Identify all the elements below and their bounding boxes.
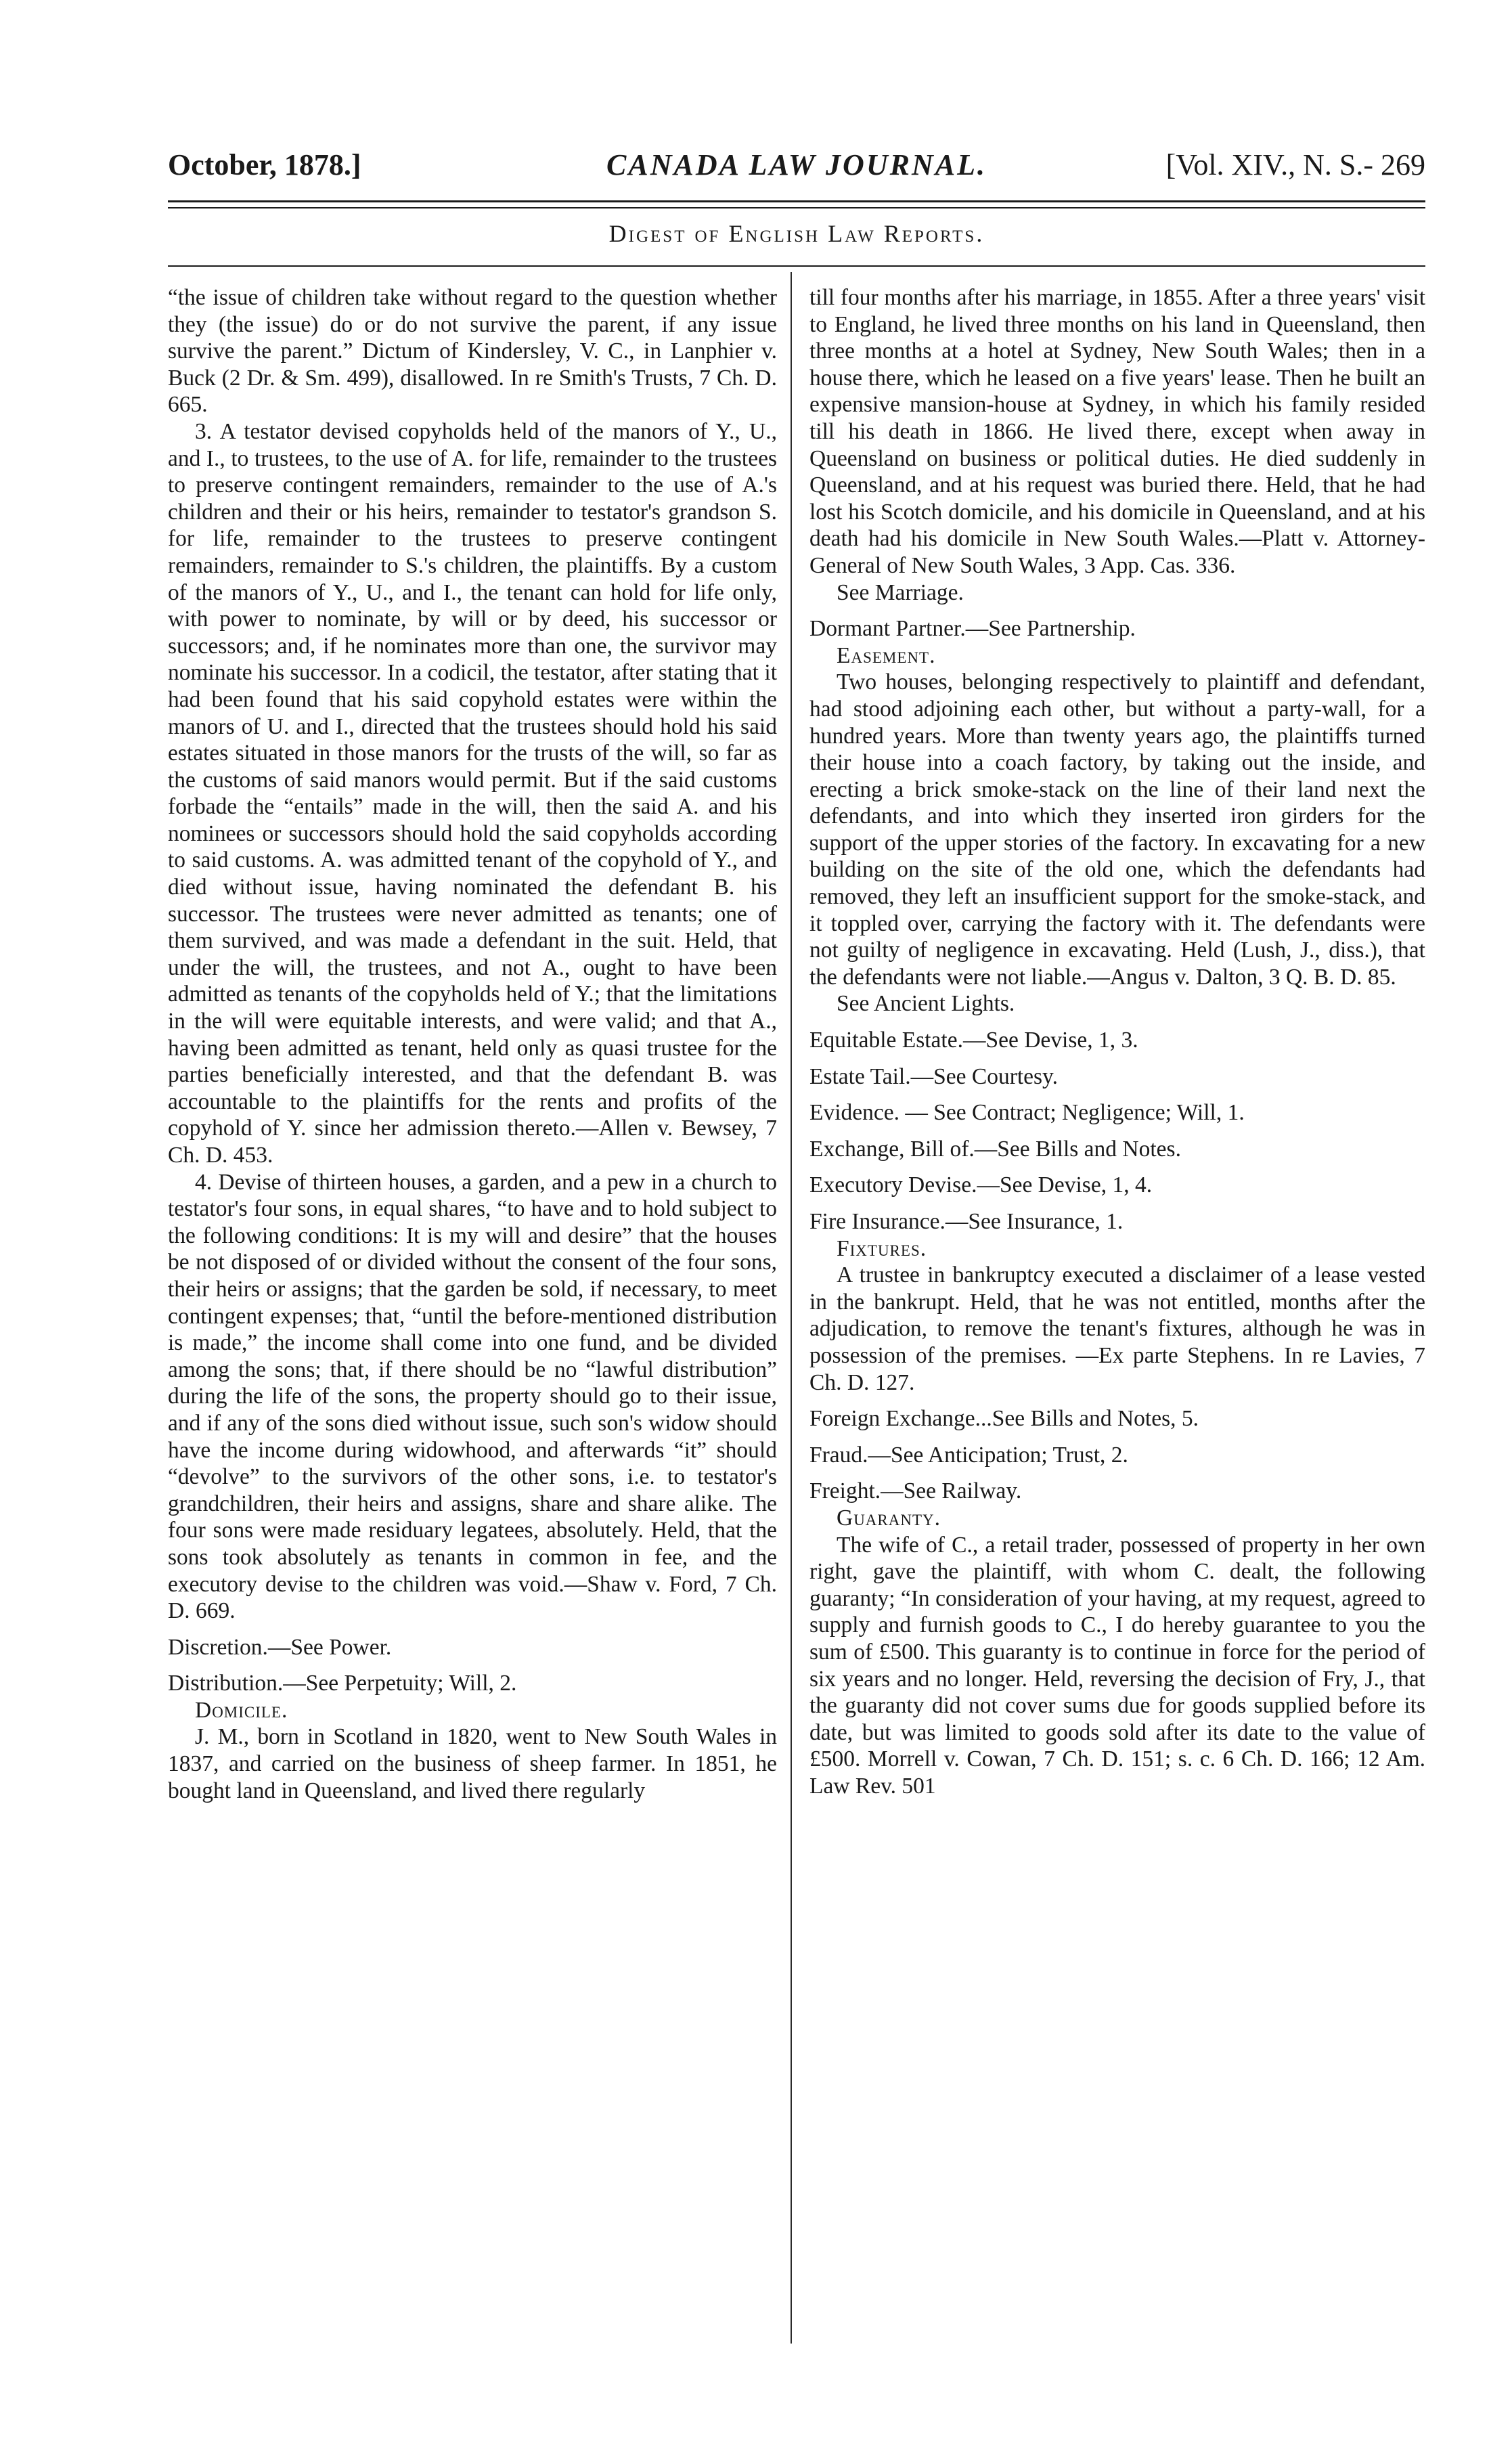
cross-reference-line: See Ancient Lights.: [837, 991, 1015, 1017]
entry-heading: Domicile.: [195, 1697, 288, 1723]
paragraph: till four months after his marriage, in 1855. After a three years' visit to England, he lived three months on his land in Queensland, then three months at a hotel at Sydney, New South Wales; then in a house there, which he leased on a five years' lease. Then he built an expensive mansion-house at Sydney, in which his family resided till his death in 1866. He lived there, except when away in Queensland on business or political duties. He died suddenly in Queensland, and at his request was buried there. Held, that he had lost his Scotch domicile, and his domicile in Queensland, and at his death had his domicile in New South Wales.—Platt v. Attorney-General of New South Wales, 3 App. Cas. 336.: [809, 285, 1425, 578]
paragraph: 4. Devise of thirteen houses, a garden, and a pew in a church to testator's four sons, in equal shares, “to have and to hold subject to the following conditions: It is my will and desire” that the houses be not disposed of or divided without the consent of the four sons, their heirs or assigns; that the garden be sold, if necessary, to meet contingent expenses; that, “until the before-mentioned distribution is made,” the income shall come into one fund, and be divided among the sons; that, if there should be no “lawful distribution” during the life of the sons, the property should go to their issue, and if any of the sons died without issue, such son's widow should have the income during widowhood, and afterwards “it” should “devolve” to the survivors of the other sons, i.e. to testator's grandchildren, their heirs and assigns, share and share alike. The four sons were made residuary legatees, absolutely. Held, that the sons took absolutely as tenants in common in fee, and the executory devise to the children was void.—Shaw v. Ford, 7 Ch. D. 669.: [168, 1169, 777, 1624]
volume-page: [Vol. XIV., N. S.- 269: [1165, 148, 1425, 181]
cross-reference-entry: Executory Devise.—See Devise, 1, 4.: [809, 1172, 1153, 1198]
cross-reference-entry: Foreign Exchange...See Bills and Notes, 5.: [809, 1406, 1199, 1432]
cross-reference-entry: Fraud.—See Anticipation; Trust, 2.: [809, 1442, 1128, 1468]
paragraph: 3. A testator devised copyholds held of the manors of Y., U., and I., to trustees, to the use of A. for life, remainder to the trustees to preserve contingent remainders, remainder to the use of A.'s children and their or his heirs, remainder to testator's grandson S. for life, remainder to the trustees to preserve contingent remainders, remainder to S.'s children, the plaintiffs. By a custom of the manors of Y., U., and I., the tenant can hold for life only, with power to nominate, by will or by deed, his successor or successors; and, if he nominates more than one, the survivor may nominate his successor. In a codicil, the testator, after stating that it had been found that his said copyhold estates were within the manors of U. and I., directed that the trustees should hold his said estates situated in those manors for the trusts of the will, so far as the customs of said manors would permit. But if the said customs forbade the “entails” made in the will, then the said A. and his nominees or successors should hold the said copyholds according to said customs. A. was admitted tenant of the copyhold of Y., and died without issue, having nominated the defendant B. his successor. The trustees were never admitted as tenants; one of them survived, and was made a defendant in the suit. Held, that under the will, the trustees, and not A., ought to have been admitted as tenants of the copyholds held of Y.; that the limitations in the will were equitable interests, and were valid; and that A., having been admitted as tenant, held only as quasi trustee for the parties beneficially interested, and that the defendant B. was accountable to the plaintiffs for the rents and profits of the copyhold of Y. since her admission thereto.—Allen v. Bewsey, 7 Ch. D. 453.: [168, 418, 777, 1168]
cross-reference-entry: Estate Tail.—See Courtesy.: [809, 1063, 1059, 1089]
cross-reference-entry: Fire Insurance.—See Insurance, 1.: [809, 1209, 1124, 1234]
header-rule-top: [168, 200, 1425, 202]
cross-reference-entry: Distribution.—See Perpetuity; Will, 2.: [168, 1671, 517, 1696]
entry-heading: Guaranty.: [837, 1505, 941, 1531]
cross-reference-entry: Freight.—See Railway.: [809, 1478, 1022, 1504]
cross-reference-line: See Marriage.: [837, 579, 964, 605]
section-title: Digest of English Law Reports.: [608, 220, 985, 247]
issue-date: October, 1878.]: [168, 148, 361, 181]
cross-reference-entry: Equitable Estate.—See Devise, 1, 3.: [809, 1028, 1138, 1053]
column-divider: [791, 272, 792, 2344]
paragraph: A trustee in bankruptcy executed a disclaimer of a lease vested in the bankrupt. Held, that he was not entitled, months after the adjudication, to remove the tenant's fixtures, although he was in possession of the premises. —Ex parte Stephens. In re Lavies, 7 Ch. D. 127.: [809, 1262, 1425, 1395]
cross-reference-entry: Dormant Partner.—See Partnership.: [809, 616, 1136, 642]
left-column: [168, 284, 777, 1804]
journal-title: CANADA LAW JOURNAL.: [606, 148, 987, 181]
cross-reference-entry: Exchange, Bill of.—See Bills and Notes.: [809, 1136, 1181, 1162]
paragraph: Two houses, belonging respectively to plaintiff and defendant, had stood adjoining each other, but without a party-wall, for a hundred years. More than twenty years ago, the plaintiffs turned their house into a coach factory, by taking out the inside, and erecting a brick smoke-stack on the line of their land next the defendants, and into which they inserted iron girders for the support of the upper stories of the factory. In excavating for a new building on the site of the old one, which the defendants had removed, they left an insufficient support for the smoke-stack, and it toppled over, carrying the factory with it. The defendants were not guilty of negligence in excavating. Held (Lush, J., diss.), that the defendants were not liable.—Angus v. Dalton, 3 Q. B. D. 85.: [809, 669, 1425, 990]
running-header: [168, 148, 1425, 188]
entry-heading: Fixtures.: [837, 1235, 927, 1261]
entry-heading: Easement.: [837, 642, 936, 668]
cross-reference-entry: Evidence. — See Contract; Negligence; Will, 1.: [809, 1100, 1245, 1126]
paragraph: The wife of C., a retail trader, possessed of property in her own right, gave the plaintiff, with whom C. dealt, the following guaranty; “In consideration of your having, at my request, agreed to supply and furnish goods to C., I do hereby guarantee to you the sum of £500. This guaranty is to continue in force for the period of six years and no longer. Held, reversing the decision of Fry, J., that the guaranty did not cover sums due for goods supplied before its date, but was limited to goods sold after its date to the value of £500. Morrell v. Cowan, 7 Ch. D. 151; s. c. 6 Ch. D. 166; 12 Am. Law Rev. 501: [809, 1532, 1425, 1799]
paragraph: “the issue of children take without regard to the question whether they (the issue) do or do not survive the parent, if any issue survive the parent.” Dictum of Kindersley, V. C., in Lanphier v. Buck (2 Dr. & Sm. 499), disallowed. In re Smith's Trusts, 7 Ch. D. 665.: [168, 285, 777, 418]
section-rule: [168, 265, 1425, 267]
cross-reference-entry: Discretion.—See Power.: [168, 1634, 392, 1660]
header-rule-bottom: [168, 207, 1425, 208]
paragraph: J. M., born in Scotland in 1820, went to New South Wales in 1837, and carried on the business of sheep farmer. In 1851, he bought land in Queensland, and lived there regularly: [168, 1724, 777, 1803]
right-column: [809, 284, 1425, 1799]
